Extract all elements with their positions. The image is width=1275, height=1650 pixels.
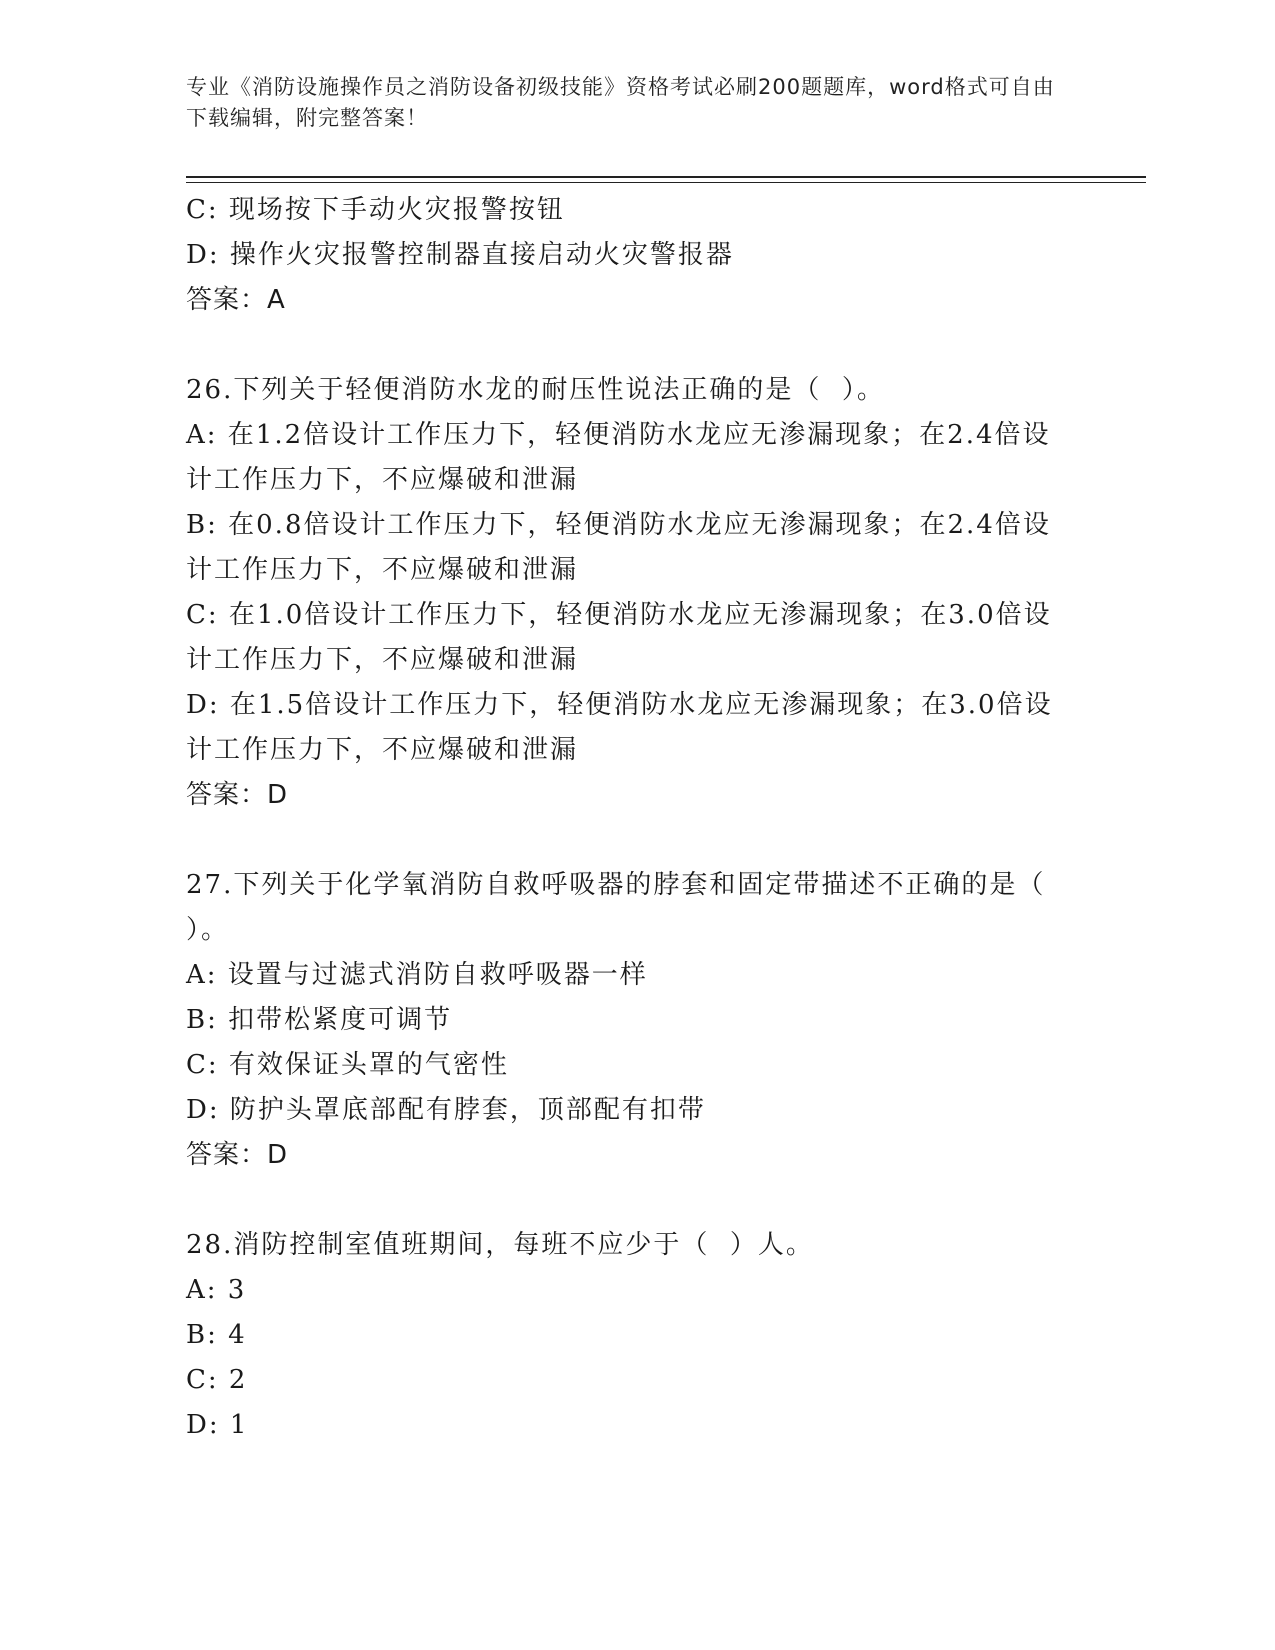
question-26 bbox=[186, 368, 1066, 818]
option-d: D: 在1.5倍设计工作压力下，轻便消防水龙应无渗漏现象；在3.0倍设计工作压力下，不应爆破和泄漏 bbox=[186, 690, 1053, 765]
document-body bbox=[186, 188, 1066, 1493]
question-28 bbox=[186, 1223, 1066, 1448]
document-header: 专业《消防设施操作员之消防设备初级技能》资格考试必刷200题题库，word格式可自由下载编辑，附完整答案！ bbox=[186, 75, 1055, 130]
option-c: C: 2 bbox=[186, 1365, 248, 1395]
answer: 答案：D bbox=[186, 1140, 289, 1170]
option-a: A: 3 bbox=[186, 1275, 247, 1305]
question-text: 27.下列关于化学氧消防自救呼吸器的脖套和固定带描述不正确的是（ ）。 bbox=[186, 870, 1066, 945]
header-divider-thin bbox=[186, 182, 1146, 183]
option-b: B: 在0.8倍设计工作压力下，轻便消防水龙应无渗漏现象；在2.4倍设计工作压力下，不应爆破和泄漏 bbox=[186, 510, 1051, 585]
answer: 答案：A bbox=[186, 285, 286, 315]
question-text: 26.下列关于轻便消防水龙的耐压性说法正确的是（ ）。 bbox=[186, 375, 885, 405]
header-divider-thick bbox=[186, 176, 1146, 178]
option-c: C: 现场按下手动火灾报警按钮 bbox=[186, 195, 565, 225]
option-d: D: 防护头罩底部配有脖套，顶部配有扣带 bbox=[186, 1095, 706, 1125]
option-d: D: 1 bbox=[186, 1410, 249, 1440]
option-a: A: 设置与过滤式消防自救呼吸器一样 bbox=[186, 960, 648, 990]
question-text: 28.消防控制室值班期间，每班不应少于（ ）人。 bbox=[186, 1230, 814, 1260]
option-b: B: 扣带松紧度可调节 bbox=[186, 1005, 453, 1035]
option-d: D: 操作火灾报警控制器直接启动火灾警报器 bbox=[186, 240, 734, 270]
option-c: C: 有效保证头罩的气密性 bbox=[186, 1050, 509, 1080]
question-27 bbox=[186, 863, 1066, 1178]
previous-question-tail bbox=[186, 188, 1066, 323]
option-b: B: 4 bbox=[186, 1320, 247, 1350]
option-a: A: 在1.2倍设计工作压力下，轻便消防水龙应无渗漏现象；在2.4倍设计工作压力下，不应爆破和泄漏 bbox=[186, 420, 1051, 495]
answer: 答案：D bbox=[186, 780, 289, 810]
option-c: C: 在1.0倍设计工作压力下，轻便消防水龙应无渗漏现象；在3.0倍设计工作压力下，不应爆破和泄漏 bbox=[186, 600, 1052, 675]
